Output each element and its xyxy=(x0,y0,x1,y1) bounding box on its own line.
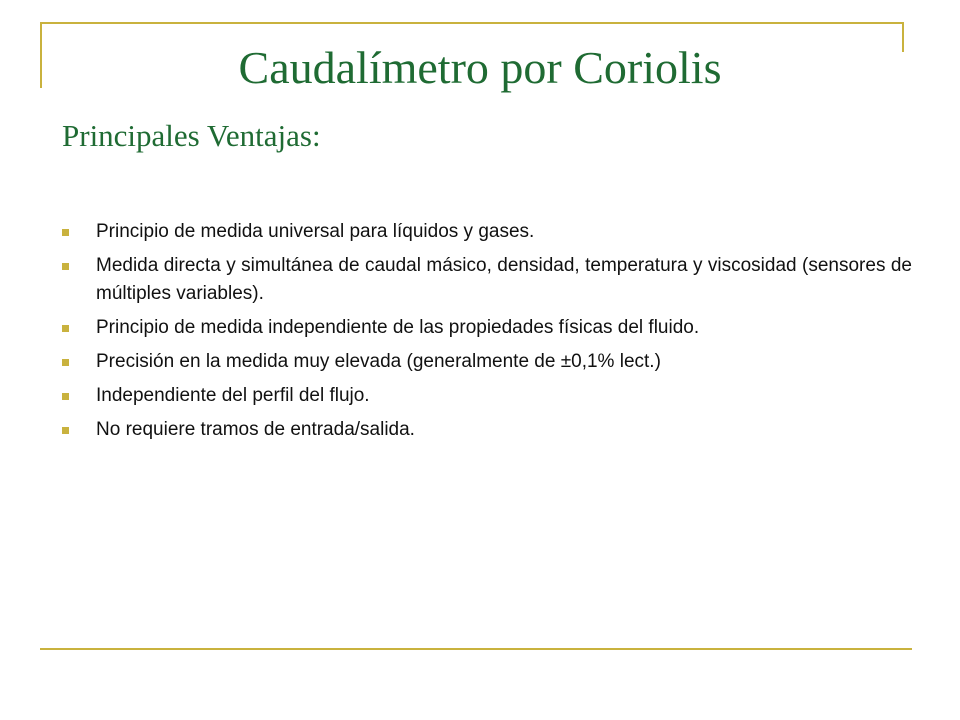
slide-title: Caudalímetro por Coriolis xyxy=(238,42,722,93)
bullet-text: Independiente del perfil del flujo. xyxy=(96,385,370,406)
square-bullet-icon xyxy=(62,325,69,332)
bullet-list xyxy=(62,218,912,450)
slide-subtitle: Principales Ventajas: xyxy=(62,118,321,153)
bullet-text: Medida directa y simultánea de caudal másico, densidad, temperatura y viscosidad (sensores de múltiples variables). xyxy=(96,255,912,304)
square-bullet-icon xyxy=(62,393,69,400)
bullet-text: Precisión en la medida muy elevada (generalmente de ±0,1% lect.) xyxy=(96,351,661,372)
bullet-item xyxy=(62,348,912,376)
square-bullet-icon xyxy=(62,229,69,236)
bullet-text: No requiere tramos de entrada/salida. xyxy=(96,419,415,440)
frame-top-line xyxy=(40,22,904,24)
square-bullet-icon xyxy=(62,359,69,366)
bullet-text: Principio de medida universal para líquidos y gases. xyxy=(96,221,535,242)
bullet-item xyxy=(62,416,912,444)
square-bullet-icon xyxy=(62,427,69,434)
bullet-item xyxy=(62,252,912,308)
square-bullet-icon xyxy=(62,263,69,270)
bullet-text: Principio de medida independiente de las propiedades físicas del fluido. xyxy=(96,317,700,338)
frame-bottom-line xyxy=(40,648,912,650)
bullet-item xyxy=(62,382,912,410)
bullet-item xyxy=(62,218,912,246)
bullet-item xyxy=(62,314,912,342)
